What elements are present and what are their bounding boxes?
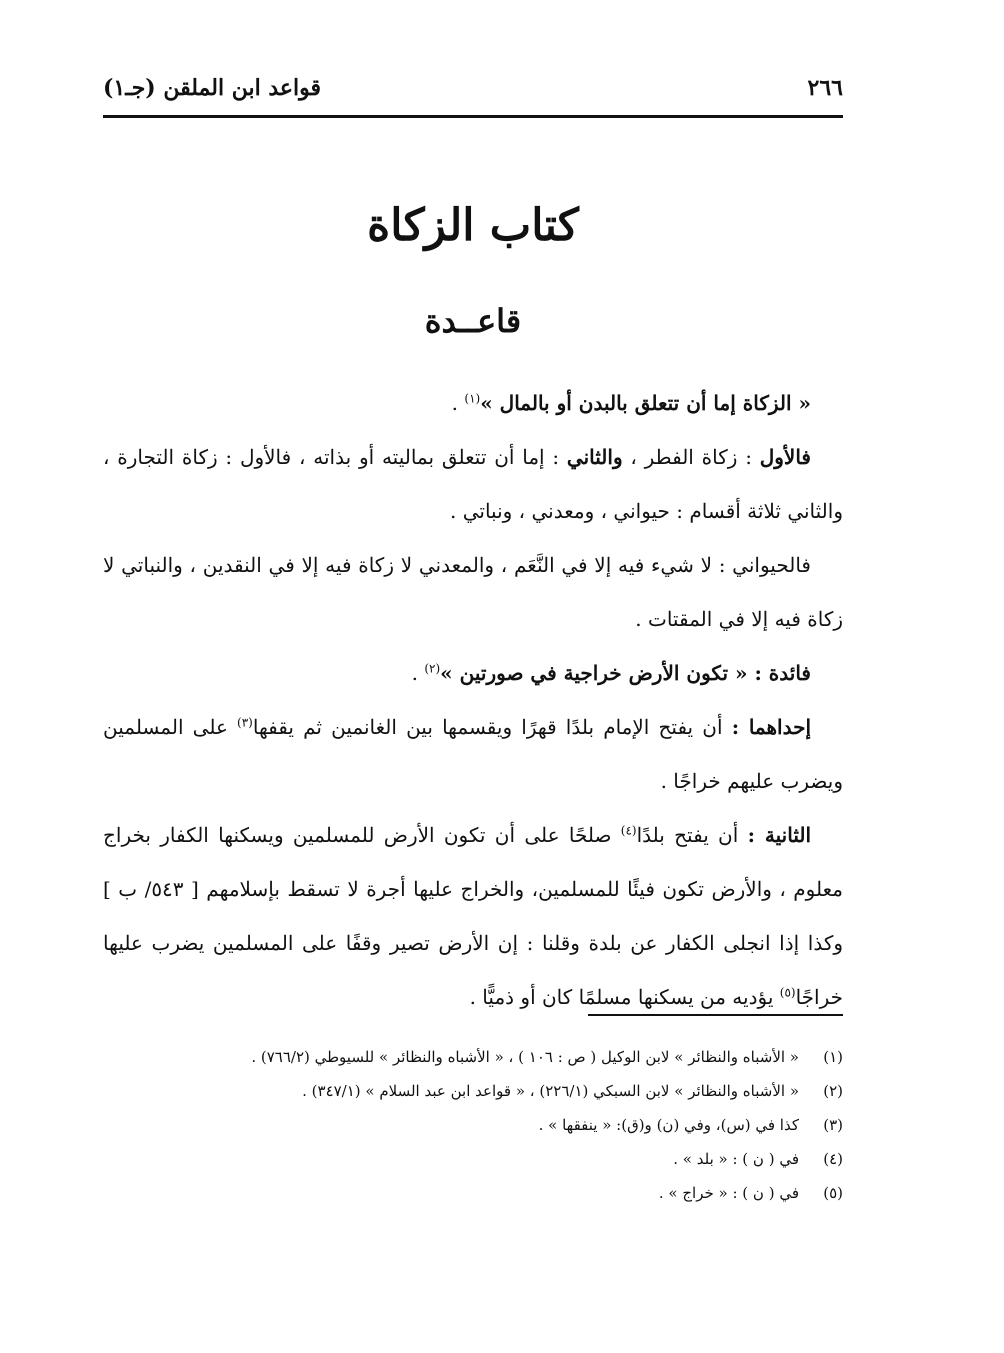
footnotes <box>103 1040 843 1210</box>
footnote-text: كذا في (س)، وفي (ن) و(ق): « ينفقها » . <box>538 1116 799 1134</box>
footnote-item <box>103 1176 843 1210</box>
footnote-ref-5: (٥) <box>779 985 796 1000</box>
paragraph-1 <box>103 376 843 430</box>
page-number: ٢٦٦ <box>807 75 843 101</box>
text-run: فالحيواني : لا شيء فيه إلا في النَّعَم ، والمعدني لا زكاة فيه إلا في النقدين ، والنباتي لا زكاة فيه إلا في المقتات . <box>103 553 843 631</box>
rule-quote: « الزكاة إما أن تتعلق بالبدن أو بالمال » <box>480 391 811 415</box>
benefit-heading: فائدة : « تكون الأرض خراجية في صورتين » <box>440 661 811 685</box>
paragraph-end: . <box>451 391 465 415</box>
footnote-text: « الأشباه والنظائر » لابن الوكيل ( ص : ١٠٦ ) ، « الأشباه والنظائر » للسيوطي (٧٦٦/٢) . <box>251 1048 799 1066</box>
page-header <box>103 70 843 106</box>
text-run: أن يفتح بلدًا <box>636 823 748 847</box>
lead-word: إحداهما : <box>731 715 812 739</box>
footnote-number: (٤) <box>823 1150 843 1168</box>
section-title: قاعــدة <box>424 302 522 340</box>
text-run: : إما أن تتعلق بماليته أو بذاته ، فالأول : زكاة التجارة ، والثاني ثلاثة أقسام : حيواني ، ومعدني ، ونباتي . <box>103 445 843 523</box>
paragraph-2 <box>103 430 843 538</box>
paragraph-3 <box>103 538 843 646</box>
main-text <box>103 376 843 1024</box>
footnote-ref-1: (١) <box>464 391 481 406</box>
footnote-text: في ( ن ) : « خراج » . <box>658 1184 799 1202</box>
footnote-item <box>103 1074 843 1108</box>
lead-word: الثانية : <box>747 823 811 847</box>
footnote-ref-4: (٤) <box>620 823 637 838</box>
paragraph-5 <box>103 700 843 808</box>
footnote-number: (٥) <box>823 1184 843 1202</box>
text-run: يؤديه من يسكنها مسلمًا كان أو ذميًّا . <box>469 985 780 1009</box>
paragraph-end: . <box>411 661 425 685</box>
paragraph-6 <box>103 808 843 1024</box>
footnote-number: (٢) <box>823 1082 843 1100</box>
footnote-text: في ( ن ) : « بلد » . <box>673 1150 799 1168</box>
footnote-item <box>103 1108 843 1142</box>
running-title: قواعد ابن الملقن (جـ١) <box>103 75 322 101</box>
header-rule <box>103 115 843 118</box>
footnote-number: (٣) <box>823 1116 843 1134</box>
footnote-rule <box>588 1014 843 1016</box>
footnote-ref-3: (٣) <box>237 715 253 730</box>
footnote-text: « الأشباه والنظائر » لابن السبكي (٢٢٦/١) ، « قواعد ابن عبد السلام » (٣٤٧/١) . <box>302 1082 799 1100</box>
paragraph-4 <box>103 646 843 700</box>
footnote-number: (١) <box>823 1048 843 1066</box>
text-run: : زكاة الفطر ، <box>622 445 760 469</box>
footnote-item <box>103 1040 843 1074</box>
book-title: كتاب الزكاة <box>367 200 579 251</box>
footnote-ref-2: (٢) <box>424 661 441 676</box>
text-run: على المسلمين ويضرب عليهم خراجًا . <box>103 715 843 793</box>
text-run: صلحًا على أن تكون الأرض للمسلمين ويسكنها الكفار بخراج معلوم ، والأرض تكون فيئًا للمسلمين، والخراج عليها أجرة لا تسقط بإسلامهم [ ٥٤٣/ ب ] وكذا إذا انجلى الكفار عن بلدة وقلنا : إن الأرض تصير وقفًا على المسلمين يضرب عليها خراجًا <box>103 823 843 1009</box>
footnote-item <box>103 1142 843 1176</box>
lead-word: فالأول <box>759 445 811 469</box>
lead-word: والثاني <box>566 445 623 469</box>
text-run: أن يفتح الإمام بلدًا قهرًا ويقسمها بين الغانمين ثم يقفها <box>252 715 732 739</box>
